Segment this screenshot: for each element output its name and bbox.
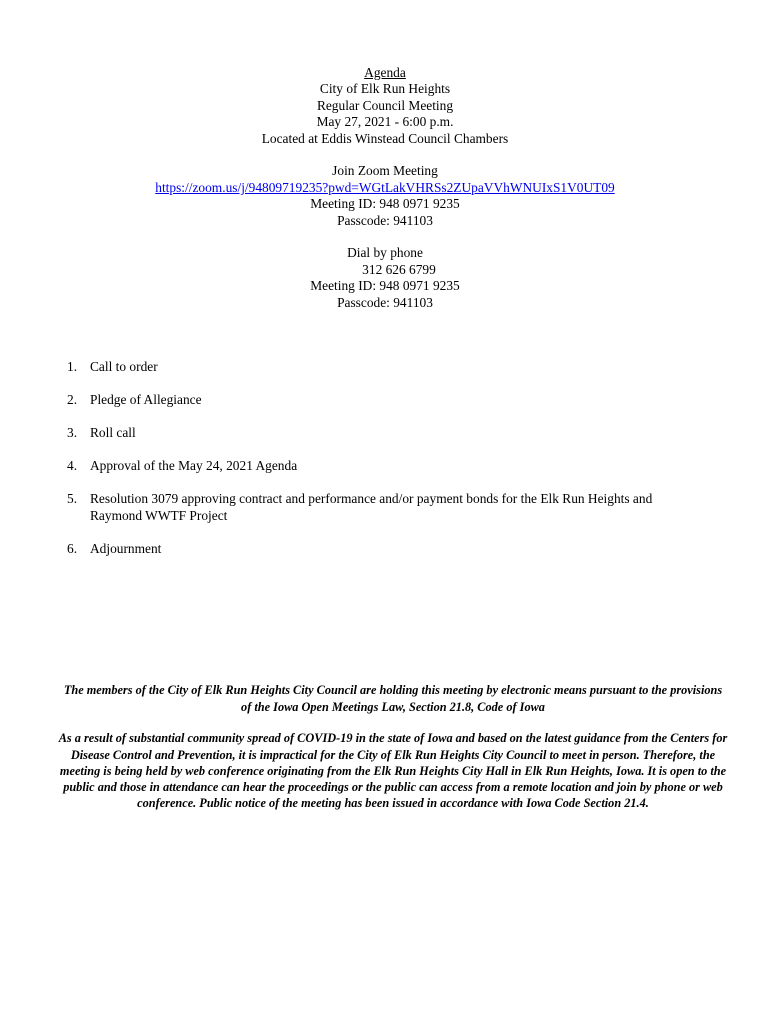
agenda-title: Agenda xyxy=(364,65,406,80)
agenda-item-number: 6. xyxy=(67,541,78,556)
agenda-item-text: Resolution 3079 approving contract and performance and/or payment bonds for the Elk Run Heights and Raymond WWTF Project xyxy=(90,491,653,523)
agenda-item-text: Pledge of Allegiance xyxy=(90,392,202,407)
agenda-list xyxy=(67,358,707,573)
meeting-type: Regular Council Meeting xyxy=(316,97,454,113)
agenda-item-text: Roll call xyxy=(90,425,136,440)
meeting-date-time: May 27, 2021 - 6:00 p.m. xyxy=(316,114,454,130)
agenda-item-resolution xyxy=(67,490,707,524)
agenda-item-text: Adjournment xyxy=(90,541,162,556)
agenda-item-number: 5. xyxy=(67,491,78,506)
spacer xyxy=(0,229,770,245)
meeting-location: Located at Eddis Winstead Council Chambers xyxy=(261,130,509,146)
agenda-item-pledge xyxy=(67,391,707,408)
phone-heading: Dial by phone xyxy=(347,245,423,261)
zoom-meeting-id: Meeting ID: 948 0971 9235 xyxy=(310,196,460,212)
covid-notice: As a result of substantial community spread of COVID-19 in the state of Iowa and based on the latest guidance from the Centers for Disease Control and Prevention, it is impractical for the City of Elk Run Heights City Council to meet in person. Therefore, the meeting is being held by web conference originating from the Elk Run Heights City Hall in Elk Run Heights, Iowa. It is open to the public and those in attendance can hear the proceedings or the public can access from a remote location and join by phone or web conference. Public notice of the meeting has been issued in accordance with Iowa Code Section 21.4. xyxy=(58,731,728,811)
agenda-item-number: 4. xyxy=(67,458,78,473)
agenda-item-number: 3. xyxy=(67,425,78,440)
zoom-link[interactable]: https://zoom.us/j/94809719235?pwd=WGtLakVHRSs2ZUpaVVhWNUIxS1V0UT09 xyxy=(155,179,615,195)
agenda-item-approval xyxy=(67,457,707,474)
spacer xyxy=(0,147,770,163)
phone-number: 312 626 6799 xyxy=(362,261,436,277)
agenda-item-number: 1. xyxy=(67,359,78,374)
phone-meeting-id: Meeting ID: 948 0971 9235 xyxy=(310,278,460,294)
agenda-item-text: Approval of the May 24, 2021 Agenda xyxy=(90,458,298,473)
agenda-item-call-to-order xyxy=(67,358,707,375)
zoom-heading: Join Zoom Meeting xyxy=(332,163,438,179)
agenda-item-number: 2. xyxy=(67,392,78,407)
zoom-passcode: Passcode: 941103 xyxy=(337,212,433,228)
phone-passcode: Passcode: 941103 xyxy=(337,294,433,310)
agenda-header xyxy=(0,65,770,311)
agenda-item-adjournment xyxy=(67,540,707,557)
agenda-item-roll-call xyxy=(67,424,707,441)
electronic-meeting-notice: The members of the City of Elk Run Heights City Council are holding this meeting by electronic means pursuant to the provisions of the Iowa Open Meetings Law, Section 21.8, Code of Iowa xyxy=(63,683,723,714)
agenda-item-text: Call to order xyxy=(90,359,158,374)
city-name: City of Elk Run Heights xyxy=(319,81,451,97)
